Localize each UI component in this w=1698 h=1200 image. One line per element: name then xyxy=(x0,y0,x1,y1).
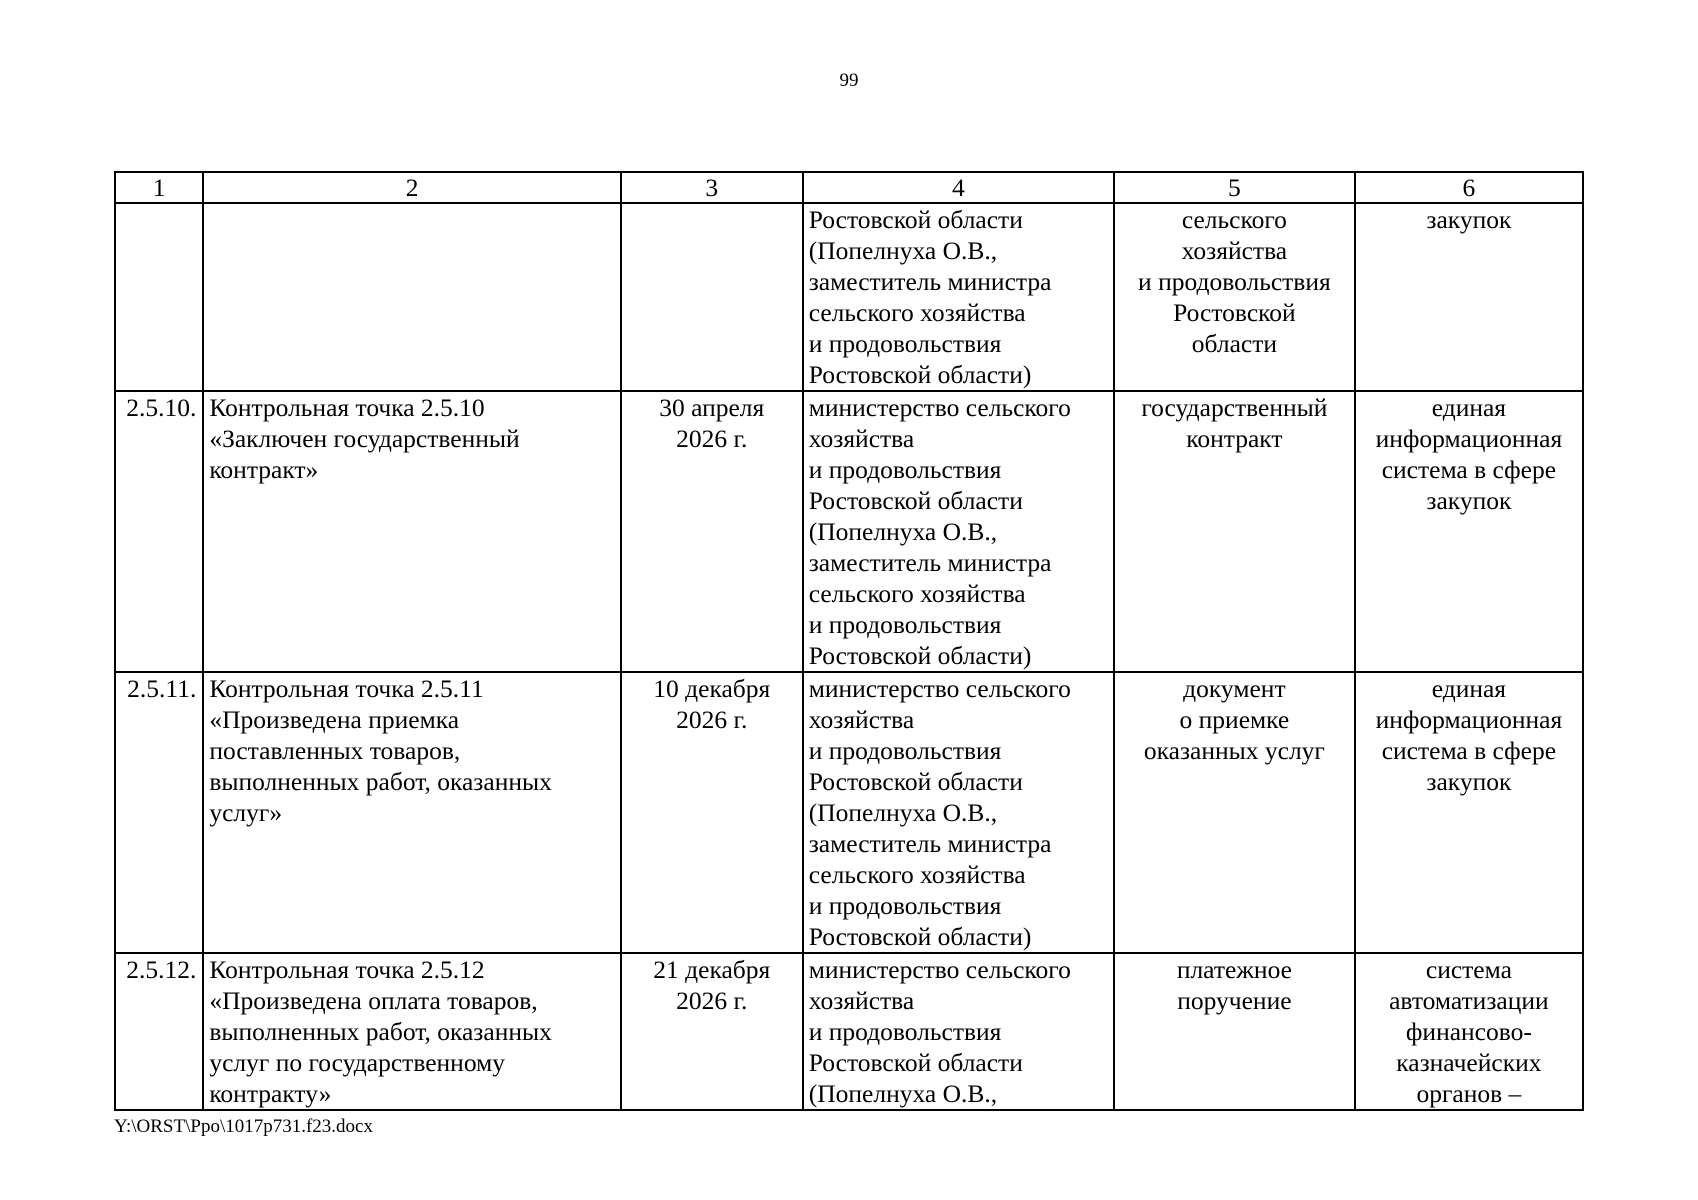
control-point-name-cell xyxy=(203,953,620,1110)
cell-line: 2026 г. xyxy=(676,986,748,1015)
table-row xyxy=(115,203,1583,391)
document-cell xyxy=(1114,672,1355,953)
cell-line: министерство сельского xyxy=(808,674,1071,703)
cell-line: области xyxy=(1191,329,1277,358)
date-cell xyxy=(621,391,803,672)
cell-line: услуг по государственному xyxy=(209,1048,505,1077)
cell-line: Ростовской xyxy=(1173,298,1296,327)
column-header: 3 xyxy=(621,172,803,203)
responsible-cell xyxy=(803,391,1114,672)
cell-line: сельского хозяйства xyxy=(808,579,1026,608)
cell-line: сельского хозяйства xyxy=(808,860,1026,889)
control-point-name-cell xyxy=(203,672,620,953)
cell-line: информационная xyxy=(1375,705,1563,734)
cell-line: и продовольствия xyxy=(808,610,1002,639)
cell-line: и продовольствия xyxy=(808,455,1002,484)
cell-line: контракту» xyxy=(209,1079,332,1108)
cell-line: и продовольствия xyxy=(808,1017,1002,1046)
cell-line: казначейских xyxy=(1396,1048,1542,1077)
information-system-cell xyxy=(1355,953,1583,1110)
cell-line: Ростовской области) xyxy=(808,641,1032,670)
cell-line: (Попелнуха О.В., xyxy=(808,517,998,546)
cell-line: поставленных товаров, xyxy=(209,736,461,765)
date-cell xyxy=(621,953,803,1110)
cell-line: финансово- xyxy=(1405,1017,1532,1046)
date-cell xyxy=(621,203,803,391)
cell-line: контракт xyxy=(1186,424,1283,453)
cell-line: 21 декабря xyxy=(653,955,771,984)
cell-line: единая xyxy=(1431,674,1507,703)
responsible-cell xyxy=(803,672,1114,953)
cell-line: «Произведена оплата товаров, xyxy=(209,986,538,1015)
cell-line: Ростовской области) xyxy=(808,360,1032,389)
table-row xyxy=(115,953,1583,1110)
table-row xyxy=(115,672,1583,953)
cell-line: система xyxy=(1425,955,1512,984)
control-point-name-cell xyxy=(203,203,620,391)
column-header: 5 xyxy=(1114,172,1355,203)
cell-line: информационная xyxy=(1375,424,1563,453)
row-number-cell: 2.5.11. xyxy=(115,672,203,953)
cell-line: оказанных услуг xyxy=(1143,736,1325,765)
column-header: 6 xyxy=(1355,172,1583,203)
cell-line: Ростовской области) xyxy=(808,922,1032,951)
document-cell xyxy=(1114,953,1355,1110)
cell-line: и продовольствия xyxy=(808,736,1002,765)
information-system-cell xyxy=(1355,391,1583,672)
information-system-cell xyxy=(1355,672,1583,953)
cell-line: платежное xyxy=(1176,955,1292,984)
cell-line: хозяйства xyxy=(1181,236,1288,265)
cell-line: хозяйства xyxy=(808,424,915,453)
column-header: 2 xyxy=(203,172,620,203)
cell-line: и продовольствия xyxy=(1138,267,1331,296)
cell-line: поручение xyxy=(1177,986,1292,1015)
cell-line: органов – xyxy=(1416,1079,1522,1108)
cell-line: 10 декабря xyxy=(653,674,771,703)
cell-line: государственный xyxy=(1141,393,1328,422)
column-header: 1 xyxy=(115,172,203,203)
cell-line: единая xyxy=(1431,393,1507,422)
cell-line: заместитель министра xyxy=(808,829,1052,858)
cell-line: выполненных работ, оказанных xyxy=(209,767,552,796)
cell-line: сельского xyxy=(1181,205,1287,234)
cell-line: министерство сельского xyxy=(808,955,1071,984)
cell-line: контракт» xyxy=(209,455,319,484)
date-cell xyxy=(621,672,803,953)
cell-line: документ xyxy=(1183,674,1286,703)
cell-line: система в сфере xyxy=(1381,736,1557,765)
cell-line: министерство сельского xyxy=(808,393,1071,422)
table-row xyxy=(115,391,1583,672)
control-point-name-cell xyxy=(203,391,620,672)
document-cell xyxy=(1114,203,1355,391)
cell-line: хозяйства xyxy=(808,705,915,734)
cell-line: Ростовской области xyxy=(808,486,1023,515)
column-header: 4 xyxy=(803,172,1114,203)
information-system-cell xyxy=(1355,203,1583,391)
control-points-table xyxy=(114,171,1584,1111)
cell-line: 2026 г. xyxy=(676,424,748,453)
cell-line: (Попелнуха О.В., xyxy=(808,798,998,827)
cell-line: закупок xyxy=(1426,205,1512,234)
cell-line: (Попелнуха О.В., xyxy=(808,236,998,265)
cell-line: хозяйства xyxy=(808,986,915,1015)
table-header-row xyxy=(115,172,1583,203)
cell-line: и продовольствия xyxy=(808,329,1002,358)
row-number-cell xyxy=(115,203,203,391)
cell-line: Контрольная точка 2.5.10 xyxy=(209,393,485,422)
cell-line: Ростовской области xyxy=(808,205,1023,234)
cell-line: Ростовской области xyxy=(808,1048,1023,1077)
cell-line: 2026 г. xyxy=(676,705,748,734)
cell-line: система в сфере xyxy=(1381,455,1557,484)
responsible-cell xyxy=(803,953,1114,1110)
row-number-cell: 2.5.12. xyxy=(115,953,203,1110)
cell-line: заместитель министра xyxy=(808,548,1052,577)
cell-line: Контрольная точка 2.5.11 xyxy=(209,674,484,703)
cell-line: «Произведена приемка xyxy=(209,705,460,734)
cell-line: «Заключен государственный xyxy=(209,424,520,453)
cell-line: автоматизации xyxy=(1389,986,1549,1015)
row-number-cell: 2.5.10. xyxy=(115,391,203,672)
cell-line: Контрольная точка 2.5.12 xyxy=(209,955,485,984)
cell-line: о приемке xyxy=(1179,705,1290,734)
cell-line: заместитель министра xyxy=(808,267,1052,296)
cell-line: 30 апреля xyxy=(659,393,765,422)
cell-line: сельского хозяйства xyxy=(808,298,1026,327)
page-number: 99 xyxy=(839,70,859,91)
cell-line: услуг» xyxy=(209,798,283,827)
file-path-footer: Y:\ORST\Ppo\1017p731.f23.docx xyxy=(114,1116,373,1137)
document-cell xyxy=(1114,391,1355,672)
responsible-cell xyxy=(803,203,1114,391)
cell-line: выполненных работ, оказанных xyxy=(209,1017,552,1046)
cell-line: Ростовской области xyxy=(808,767,1023,796)
cell-line: закупок xyxy=(1426,486,1512,515)
cell-line: (Попелнуха О.В., xyxy=(808,1079,998,1108)
cell-line: закупок xyxy=(1426,767,1512,796)
cell-line: и продовольствия xyxy=(808,891,1002,920)
